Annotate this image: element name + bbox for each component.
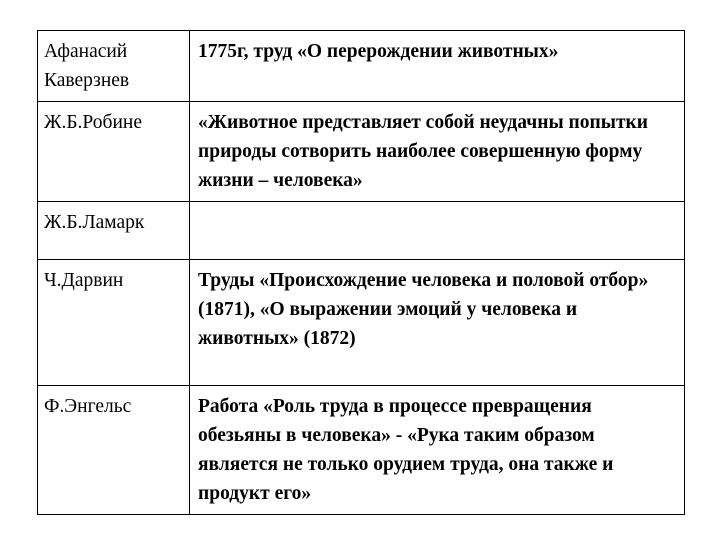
- scientist-name: Ч.Дарвин: [38, 260, 190, 386]
- table-row: [38, 202, 685, 260]
- scientist-name: Ж.Б.Робине: [38, 102, 190, 202]
- scientist-name: Афанасий Каверзнев: [38, 31, 190, 102]
- scientist-name: Ж.Б.Ламарк: [38, 202, 190, 260]
- scientist-name: Ф.Энгельс: [38, 386, 190, 515]
- scientists-table: [37, 30, 685, 515]
- table-row: [38, 260, 685, 386]
- table-row: [38, 386, 685, 515]
- scientist-work: [190, 202, 685, 260]
- table-row: [38, 31, 685, 102]
- scientist-work: 1775г, труд «О перерождении животных»: [190, 31, 685, 102]
- scientist-work: «Животное представляет собой неудачны попытки природы сотворить наиболее совершенную форму жизни – человека»: [190, 102, 685, 202]
- table-row: [38, 102, 685, 202]
- scientist-work: Работа «Роль труда в процессе превращения обезьяны в человека» - «Рука таким образом является не только орудием труда, она также и продукт его»: [190, 386, 685, 515]
- scientist-work: Труды «Происхождение человека и половой отбор» (1871), «О выражении эмоций у человека и животных» (1872): [190, 260, 685, 386]
